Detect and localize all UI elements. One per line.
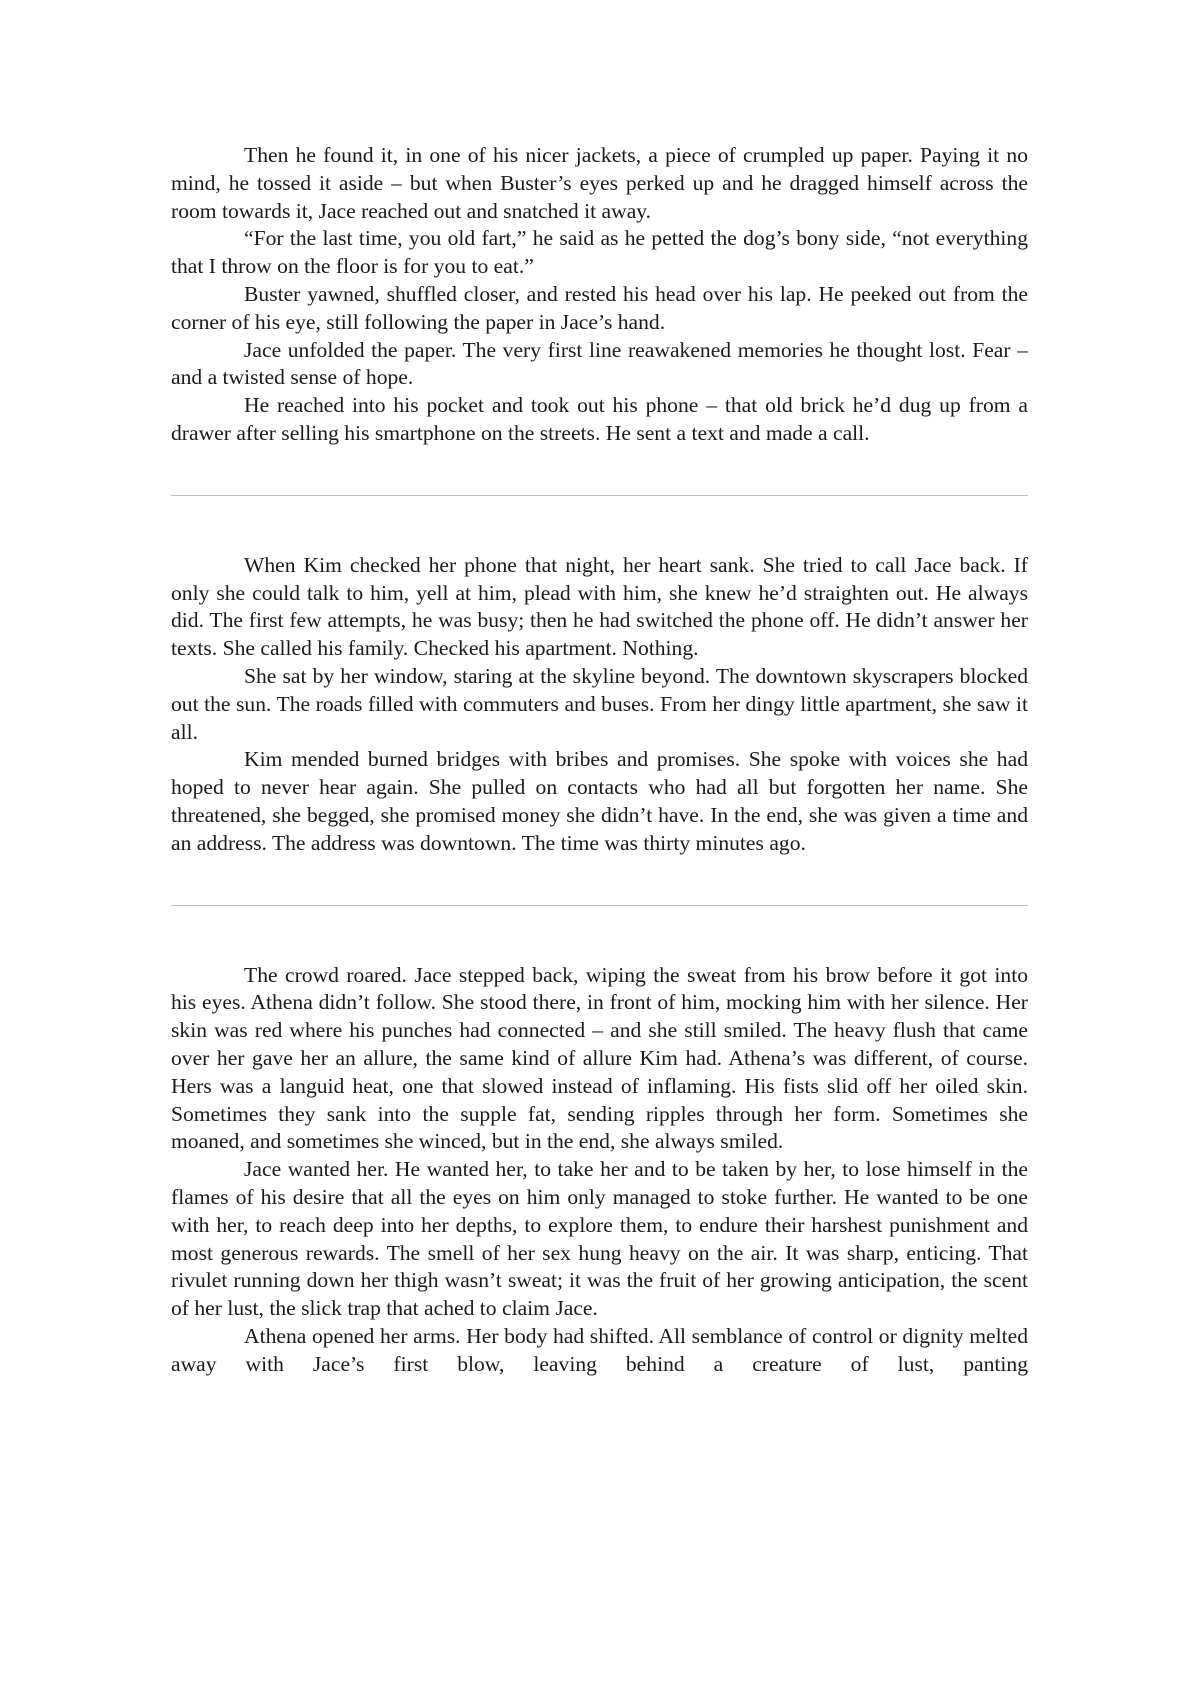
paragraph: Buster yawned, shuffled closer, and rested his head over his lap. He peeked out from the corner of his eye, still following the paper in Jace’s hand. (171, 281, 1028, 334)
paragraph: Jace unfolded the paper. The very first line reawakened memories he thought lost. Fear – and a twisted sense of hope. (171, 337, 1028, 390)
paragraph: Jace wanted her. He wanted her, to take her and to be taken by her, to lose himself in the flames of his desire that all the eyes on him only managed to stoke further. He wanted to be one with her, to reach deep into her depths, to explore them, to endure their harshest punishment and most generous rewards. The smell of her sex hung heavy on the air. It was sharp, enticing. That rivulet running down her thigh wasn’t sweat; it was the fruit of her growing anticipation, the scent of her lust, the slick trap that ached to claim Jace. (171, 1157, 1028, 1321)
paragraph: “For the last time, you old fart,” he said as he petted the dog’s bony side, “not everything that I throw on the floor is for you to eat.” (171, 226, 1028, 279)
section-3 (171, 962, 1028, 1379)
paragraph: Then he found it, in one of his nicer jackets, a piece of crumpled up paper. Paying it no mind, he tossed it aside – but when Buster’s eyes perked up and he dragged himself across the room towards it, Jace reached out and snatched it away. (171, 143, 1028, 223)
paragraph: She sat by her window, staring at the skyline beyond. The downtown skyscrapers blocked out the sun. The roads filled with commuters and buses. From her dingy little apartment, she saw it all. (171, 663, 1028, 744)
document-page (171, 142, 1028, 1378)
section-2 (171, 552, 1028, 858)
paragraph: When Kim checked her phone that night, her heart sank. She tried to call Jace back. If only she could talk to him, yell at him, plead with him, she knew he’d straighten out. He always did. The first few attempts, he was busy; then he had switched the phone off. He didn’t answer her texts. She called his family. Checked his apartment. Nothing. (171, 552, 1028, 661)
section-divider (171, 495, 1028, 496)
paragraph: He reached into his pocket and took out his phone – that old brick he’d dug up from a drawer after selling his smartphone on the streets. He sent a text and made a call. (171, 393, 1028, 445)
paragraph: The crowd roared. Jace stepped back, wiping the sweat from his brow before it got into his eyes. Athena didn’t follow. She stood there, in front of him, mocking him with her silence. Her skin was red where his punches had connected – and she still smiled. The heavy flush that came over her gave her an allure, the same kind of allure Kim had. Athena’s was different, of course. Hers was a languid heat, one that slowed instead of inflaming. His fists slid off her oiled skin. Sometimes they sank into the supple fat, sending ripples through her form. Sometimes she moaned, and sometimes she winced, but in the end, she always smiled. (171, 962, 1028, 1154)
section-1 (171, 142, 1028, 448)
paragraph: Athena opened her arms. Her body had shifted. All semblance of control or dignity melted away with Jace’s first blow, leaving behind a creature of lust, panting (171, 1323, 1028, 1376)
paragraph: Kim mended burned bridges with bribes and promises. She spoke with voices she had hoped to never hear again. She pulled on contacts who had all but forgotten her name. She threatened, she begged, she promised money she didn’t have. In the end, she was given a time and an address. The address was downtown. The time was thirty minutes ago. (171, 747, 1028, 855)
section-divider (171, 905, 1028, 906)
